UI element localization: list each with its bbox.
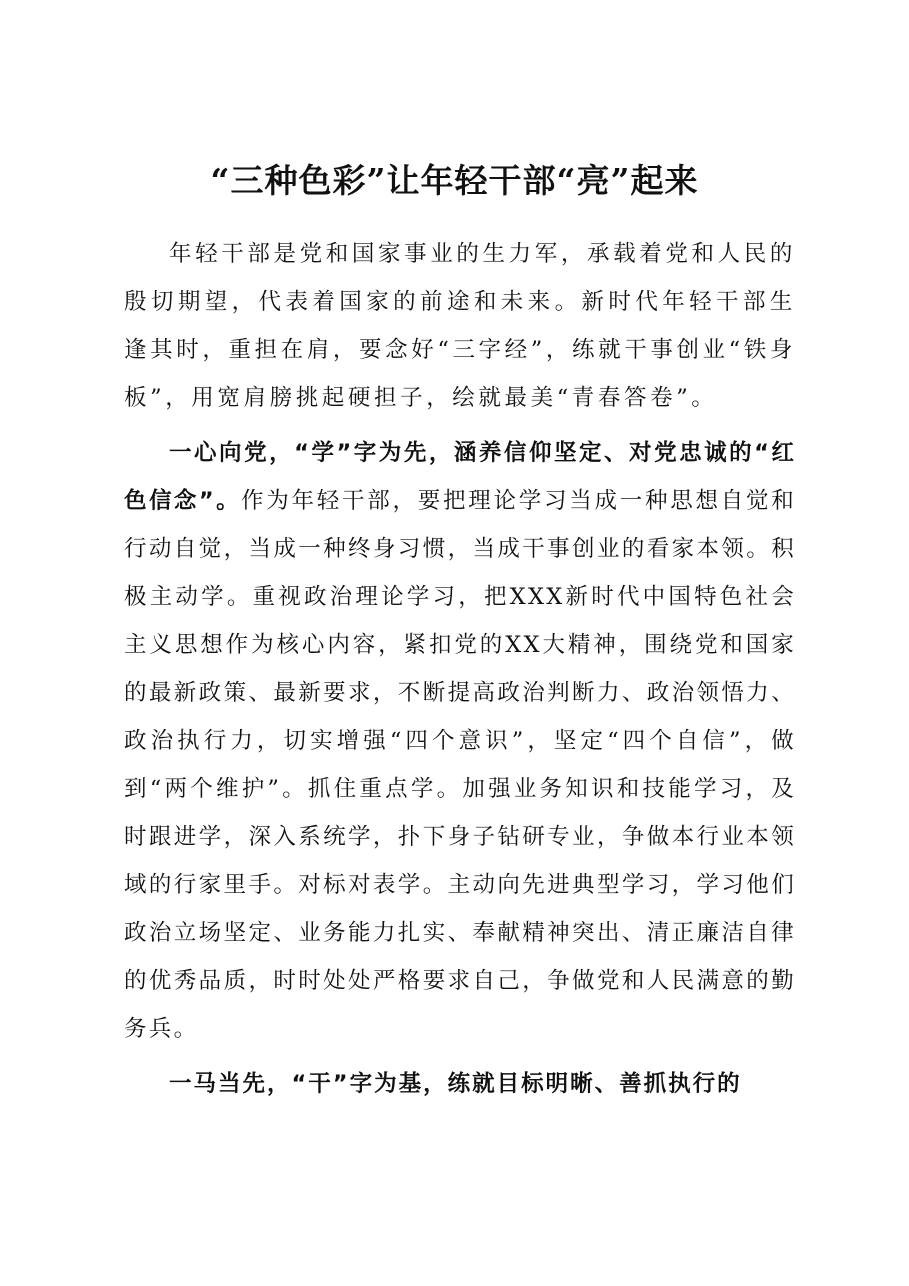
- document-body: [124, 230, 796, 1108]
- paragraph-intro: [124, 230, 796, 422]
- paragraph-study: [124, 429, 796, 1053]
- paragraph-lead: 一马当先，“干”字为基，练就目标明晰、善抓执行的: [169, 1071, 742, 1097]
- paragraph-text: 年轻干部是党和国家事业的生力军，承载着党和人民的殷切期望，代表着国家的前途和未来。新时代年轻干部生逢其时，重担在肩，要念好“三字经”，练就干事创业“铁身板”，用宽肩膀挑起硬担子，绘就最美“青春答卷”。: [124, 241, 796, 411]
- paragraph-lead: 一心向党，“学”字为先，涵养信仰坚定、对党忠诚的“红色信念”。: [124, 440, 796, 514]
- paragraph-text: 作为年轻干部，要把理论学习当成一种思想自觉和行动自觉，当成一种终身习惯，当成干事创业的看家本领。积极主动学。重视政治理论学习，把XXX新时代中国特色社会主义思想作为核心内容，紧扣党的XX大精神，围绕党和国家的最新政策、最新要求，不断提高政治判断力、政治领悟力、政治执行力，切实增强“四个意识”，坚定“四个自信”，做到“两个维护”。抓住重点学。加强业务知识和技能学习，及时跟进学，深入系统学，扑下身子钻研专业，争做本行业本领域的行家里手。对标对表学。主动向先进典型学习，学习他们政治立场坚定、业务能力扎实、奉献精神突出、清正廉洁自律的优秀品质，时时处处严格要求自己，争做党和人民满意的勤务兵。: [124, 488, 796, 1042]
- document-title: “三种色彩”让年轻干部“亮”起来: [210, 161, 699, 200]
- paragraph-work: [124, 1060, 796, 1108]
